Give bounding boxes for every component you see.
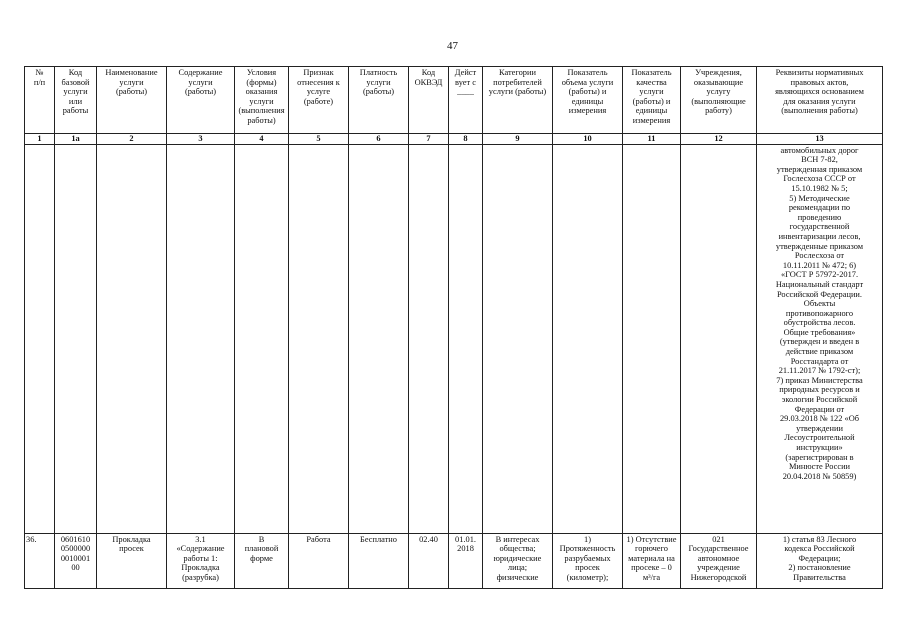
row-number: 36. bbox=[25, 533, 55, 588]
valid-from: 01.01. 2018 bbox=[449, 533, 483, 588]
table-row bbox=[25, 144, 883, 533]
table-cell bbox=[553, 144, 623, 533]
column-number-row bbox=[25, 134, 883, 145]
header-volume-indicator: Показатель объема услуги (работы) и единицы измерения bbox=[553, 67, 623, 134]
table-cell bbox=[235, 144, 289, 533]
table-cell bbox=[25, 144, 55, 533]
table-cell bbox=[167, 144, 235, 533]
table-cell bbox=[483, 144, 553, 533]
header-service-name: Наименование услуги (работы) bbox=[97, 67, 167, 134]
column-number: 8 bbox=[449, 134, 483, 145]
column-number: 5 bbox=[289, 134, 349, 145]
header-base-code: Код базовой услуги или работы bbox=[55, 67, 97, 134]
header-num: № п/п bbox=[25, 67, 55, 134]
column-number: 6 bbox=[349, 134, 409, 145]
header-consumers: Категории потребителей услуги (работы) bbox=[483, 67, 553, 134]
column-number: 7 bbox=[409, 134, 449, 145]
column-number: 1 bbox=[25, 134, 55, 145]
table-row bbox=[25, 533, 883, 588]
payment: Бесплатно bbox=[349, 533, 409, 588]
table-cell bbox=[449, 144, 483, 533]
column-number: 13 bbox=[757, 134, 883, 145]
attribute: Работа bbox=[289, 533, 349, 588]
column-number: 10 bbox=[553, 134, 623, 145]
header-institutions: Учреждения, оказывающие услугу (выполняющие работу) bbox=[681, 67, 757, 134]
page-number: 47 bbox=[447, 40, 458, 52]
column-number: 2 bbox=[97, 134, 167, 145]
table-cell bbox=[349, 144, 409, 533]
header-service-content: Содержание услуги (работы) bbox=[167, 67, 235, 134]
quality-indicator: 1) Отсутствие горючего материала на просеке – 0 м³/га bbox=[623, 533, 681, 588]
legal-acts-continuation: автомобильных дорог ВСН 7-82, утвержденная приказом Гослесхоза СССР от 15.10.1982 № 5; 5) Методические рекомендации по проведению государственной инвентаризации лесов, утвержденные приказом Рослесхоза от 10.11.2011 № 472; 6) «ГОСТ Р 57972-2017. Национальный стандарт Российской Федерации. Объекты противопожарного обустройства лесов. Общие требования» (утвержден и введен в действие приказом Росстандарта от 21.11.2017 № 1792-ст); 7) приказ Министерства природных ресурсов и экологии Российской Федерации от 29.03.2018 № 122 «Об утверждении Лесоустроительной инструкции» (зарегистрирован в Минюсте России 20.04.2018 № 50859) bbox=[757, 144, 883, 533]
consumers: В интересах общества; юридические лица; физические bbox=[483, 533, 553, 588]
header-legal-acts: Реквизиты нормативных правовых актов, являющихся основанием для оказания услуги (выполнения работы) bbox=[757, 67, 883, 134]
legal-acts: 1) статья 83 Лесного кодекса Российской Федерации; 2) постановление Правительства bbox=[757, 533, 883, 588]
header-attribute: Признак отнесения к услуге (работе) bbox=[289, 67, 349, 134]
column-number: 4 bbox=[235, 134, 289, 145]
header-valid-from: Дейст вует с ____ bbox=[449, 67, 483, 134]
header-row bbox=[25, 67, 883, 134]
okved-code: 02.40 bbox=[409, 533, 449, 588]
institutions: 021 Государственное автономное учреждение Нижегородской bbox=[681, 533, 757, 588]
table-cell bbox=[681, 144, 757, 533]
table-cell bbox=[289, 144, 349, 533]
service-name: Прокладка просек bbox=[97, 533, 167, 588]
column-number: 12 bbox=[681, 134, 757, 145]
services-registry-table bbox=[24, 66, 883, 589]
service-content: 3.1 «Содержание работы 1: Прокладка (разрубка) bbox=[167, 533, 235, 588]
table-cell bbox=[97, 144, 167, 533]
column-number: 1а bbox=[55, 134, 97, 145]
header-okved: Код ОКВЭД bbox=[409, 67, 449, 134]
table-cell bbox=[623, 144, 681, 533]
table-cell bbox=[55, 144, 97, 533]
column-number: 3 bbox=[167, 134, 235, 145]
conditions: В плановой форме bbox=[235, 533, 289, 588]
header-conditions: Условия (формы) оказания услуги (выполнения работы) bbox=[235, 67, 289, 134]
column-number: 9 bbox=[483, 134, 553, 145]
header-quality-indicator: Показатель качества услуги (работы) и единицы измерения bbox=[623, 67, 681, 134]
volume-indicator: 1) Протяженность разрубаемых просек (километр); bbox=[553, 533, 623, 588]
column-number: 11 bbox=[623, 134, 681, 145]
header-payment: Платность услуги (работы) bbox=[349, 67, 409, 134]
base-code: 0601610 0500000 0010001 00 bbox=[55, 533, 97, 588]
table-cell bbox=[409, 144, 449, 533]
